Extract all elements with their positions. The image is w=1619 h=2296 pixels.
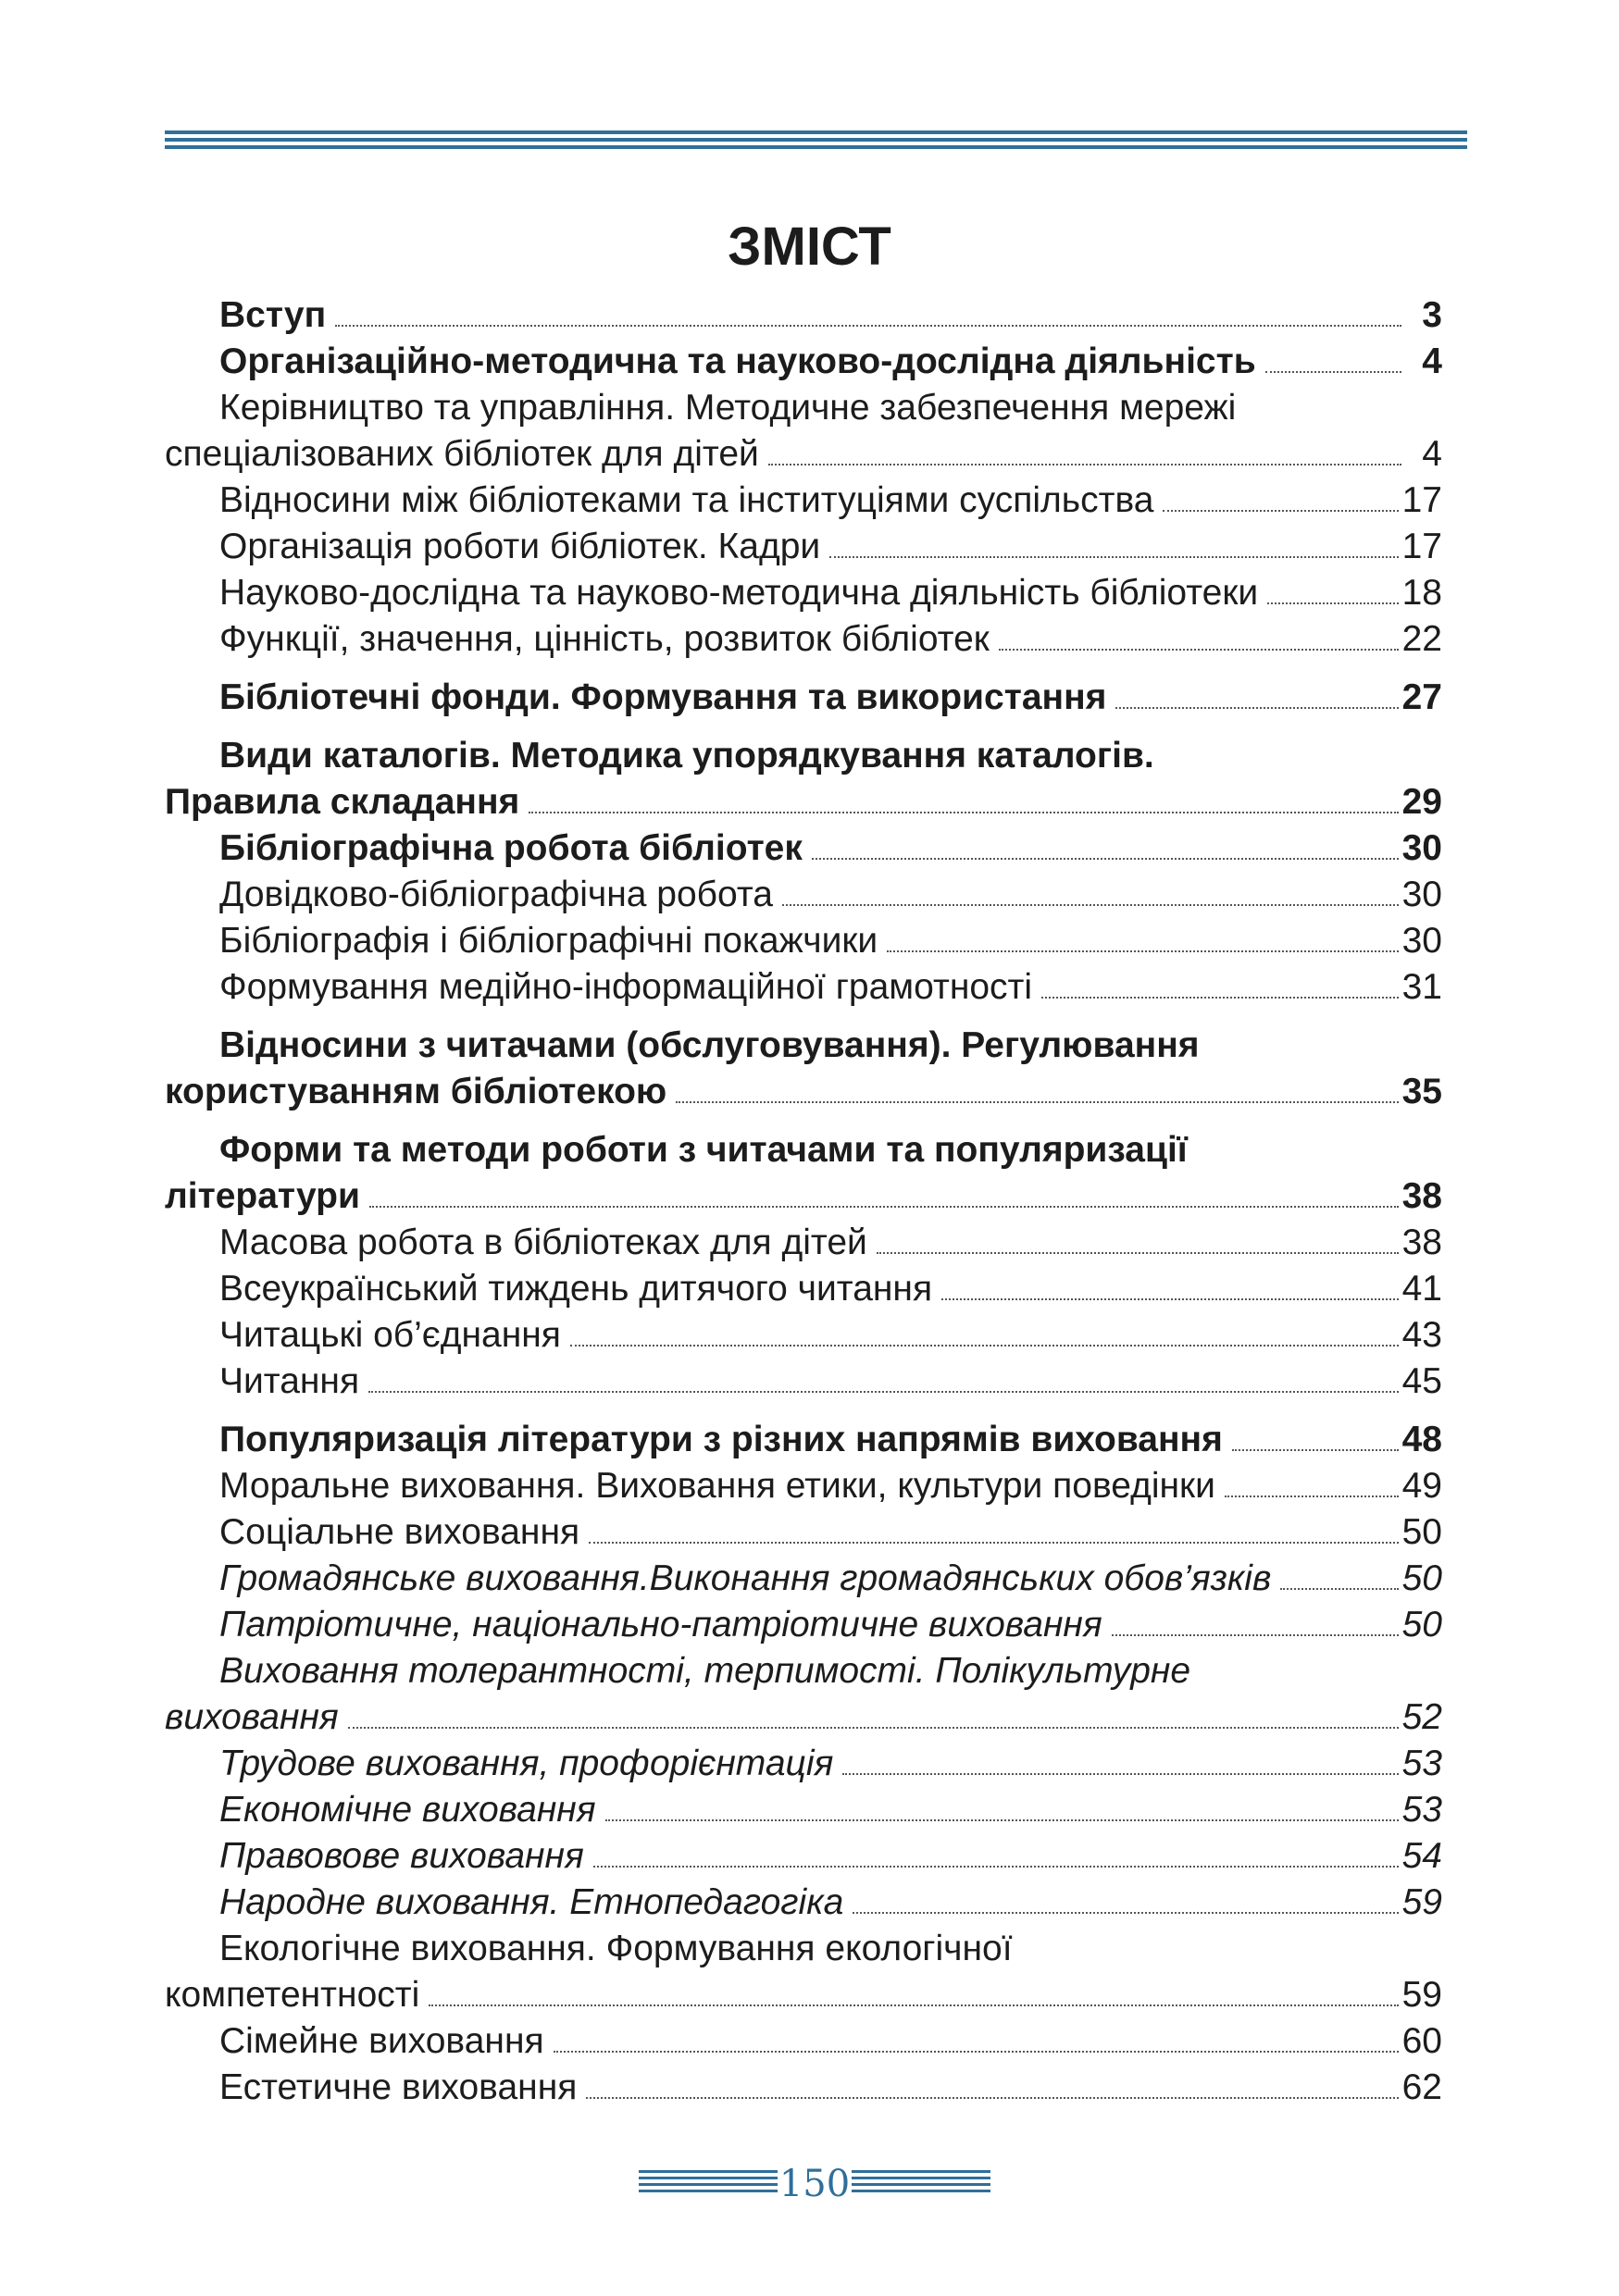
toc-entry: [165, 1266, 1442, 1312]
toc-entry-title: Вступ: [219, 295, 327, 335]
toc-entry-title: Популяризація літератури з різних напрямів виховання: [219, 1420, 1223, 1459]
toc-entry: [165, 1127, 1442, 1220]
toc-entry: [165, 1648, 1442, 1741]
toc-entry-title: Функції, значення, цінність, розвиток бібліотек: [219, 619, 990, 659]
dot-leader: [586, 2097, 1398, 2099]
dot-leader: [853, 1912, 1398, 1914]
page-number: 150: [778, 2163, 851, 2205]
toc-entry: [165, 1741, 1442, 1787]
dot-leader: [368, 1391, 1399, 1393]
toc-entry: [165, 570, 1442, 616]
toc-page-number: 62: [1401, 2067, 1442, 2107]
dot-leader: [554, 2051, 1399, 2053]
dot-leader: [1163, 510, 1398, 512]
toc-page-number: 35: [1401, 1072, 1442, 1111]
toc-entry-title: Громадянське виховання.Виконання громадянських обов’язків: [219, 1558, 1272, 1598]
dot-leader: [829, 556, 1398, 558]
toc-page-number: 50: [1401, 1512, 1442, 1552]
toc-entry: [165, 385, 1442, 478]
toc-entry-title: Сімейне виховання: [219, 2021, 544, 2061]
footer-rule-right: [852, 2170, 990, 2196]
toc-page-number: 59: [1401, 1882, 1442, 1922]
toc-page-number: 4: [1422, 434, 1442, 474]
toc-page-number: 50: [1401, 1558, 1442, 1598]
dot-leader: [812, 858, 1399, 860]
toc-entry-title: Організаційно-методична та науково-дослідна діяльність: [219, 341, 1256, 381]
toc-entry-title: Бібліографічна робота бібліотек: [219, 828, 803, 868]
dot-leader: [887, 950, 1398, 952]
dot-leader: [676, 1101, 1398, 1103]
toc-page-number: 53: [1401, 1790, 1442, 1830]
toc-entry-title: Патріотичне, національно-патріотичне виховання: [219, 1605, 1102, 1644]
dot-leader: [768, 464, 1401, 465]
dot-leader: [570, 1345, 1399, 1347]
dot-leader: [1041, 997, 1399, 999]
page-footer: [639, 2163, 990, 2205]
toc-entry: [165, 872, 1442, 918]
toc-entry-title: Читання: [219, 1361, 360, 1401]
dot-leader: [1115, 707, 1398, 709]
toc-entry: [165, 1602, 1442, 1648]
toc-entry: [165, 1312, 1442, 1359]
table-of-contents: [165, 292, 1442, 2111]
dot-leader: [877, 1252, 1399, 1254]
toc-entry-title: компетентності: [165, 1975, 420, 2015]
toc-page-number: 50: [1401, 1605, 1442, 1644]
toc-entry: [165, 616, 1442, 663]
toc-entry: [165, 675, 1442, 721]
header-rule: [165, 130, 1467, 153]
dot-leader: [999, 649, 1399, 651]
toc-entry-title: Довідково-бібліографічна робота: [219, 875, 773, 914]
page-title: ЗМІСТ: [728, 217, 891, 277]
toc-entry: [165, 1556, 1442, 1602]
toc-entry-title: Соціальне виховання: [219, 1512, 580, 1552]
toc-entry-title: Трудове виховання, профорієнтація: [219, 1744, 834, 1783]
toc-page-number: 30: [1401, 828, 1442, 868]
toc-entry: [165, 478, 1442, 524]
dot-leader: [589, 1542, 1399, 1544]
toc-entry-title: Економічне виховання: [219, 1790, 596, 1830]
toc-page-number: 22: [1401, 619, 1442, 659]
toc-page-number: 31: [1401, 967, 1442, 1007]
toc-page-number: 54: [1401, 1836, 1442, 1876]
toc-entry: [165, 1359, 1442, 1405]
dot-leader: [842, 1773, 1398, 1775]
toc-entry: [165, 1926, 1442, 2018]
dot-leader: [1112, 1634, 1399, 1636]
toc-entry: [165, 1417, 1442, 1463]
toc-entry-title: Відносини між бібліотеками та інституціями суспільства: [219, 480, 1154, 520]
toc-entry: [165, 964, 1442, 1011]
dot-leader: [593, 1866, 1399, 1868]
toc-entry: [165, 1220, 1442, 1266]
toc-entry-title: спеціалізованих бібліотек для дітей: [165, 434, 759, 474]
toc-entry: [165, 825, 1442, 872]
dot-leader: [335, 325, 1401, 327]
toc-page-number: 3: [1422, 295, 1442, 335]
toc-page-number: 41: [1401, 1269, 1442, 1309]
toc-page-number: 29: [1401, 782, 1442, 822]
toc-entry-title: користуванням бібліотекою: [165, 1072, 667, 1111]
toc-entry-title: Всеукраїнський тиждень дитячого читання: [219, 1269, 933, 1309]
toc-page-number: 38: [1401, 1176, 1442, 1216]
toc-entry-title: Формування медійно-інформаційної грамотності: [219, 967, 1033, 1007]
toc-entry: [165, 918, 1442, 964]
toc-entry-title: Бібліографія і бібліографічні покажчики: [219, 921, 878, 961]
dot-leader: [369, 1206, 1399, 1208]
footer-rule-left: [639, 2170, 778, 2196]
toc-entry: [165, 2065, 1442, 2111]
toc-entry-title: Народне виховання. Етнопедагогіка: [219, 1882, 844, 1922]
toc-page-number: 17: [1401, 480, 1442, 520]
dot-leader: [605, 1819, 1399, 1821]
toc-entry-title: Моральне виховання. Виховання етики, культури поведінки: [219, 1466, 1215, 1506]
dot-leader: [529, 812, 1398, 813]
dot-leader: [429, 2004, 1398, 2006]
toc-page-number: 49: [1401, 1466, 1442, 1506]
toc-entry: [165, 733, 1442, 825]
toc-entry-title: літератури: [165, 1176, 360, 1216]
toc-entry-title: Масова робота в бібліотеках для дітей: [219, 1222, 867, 1262]
toc-entry: [165, 339, 1442, 385]
toc-page-number: 59: [1401, 1975, 1442, 2015]
toc-page-number: 17: [1401, 527, 1442, 566]
toc-entry: [165, 1880, 1442, 1926]
dot-leader: [941, 1298, 1399, 1300]
toc-entry-title: Організація роботи бібліотек. Кадри: [219, 527, 821, 566]
toc-page-number: 60: [1401, 2021, 1442, 2061]
toc-page-number: 38: [1401, 1222, 1442, 1262]
toc-page-number: 43: [1401, 1315, 1442, 1355]
toc-entry: [165, 1509, 1442, 1556]
toc-page-number: 18: [1401, 573, 1442, 613]
toc-entry: [165, 1023, 1442, 1115]
toc-entry-title: Читацькі об’єднання: [219, 1315, 561, 1355]
toc-page-number: 45: [1401, 1361, 1442, 1401]
toc-page-number: 52: [1401, 1697, 1442, 1737]
toc-entry: [165, 2018, 1442, 2065]
dot-leader: [782, 904, 1399, 906]
toc-entry: [165, 1463, 1442, 1509]
toc-entry: [165, 524, 1442, 570]
toc-page-number: 4: [1422, 341, 1442, 381]
toc-entry-title: Науково-дослідна та науково-методична діяльність бібліотеки: [219, 573, 1259, 613]
toc-entry-title: Керівництво та управління. Методичне забезпечення мережі: [219, 388, 1237, 428]
dot-leader: [1267, 602, 1398, 604]
toc-entry: [165, 292, 1442, 339]
toc-entry-title: виховання: [165, 1697, 339, 1737]
toc-entry: [165, 1787, 1442, 1833]
dot-leader: [1225, 1496, 1399, 1497]
toc-entry-title: Естетичне виховання: [219, 2067, 578, 2107]
dot-leader: [1265, 371, 1401, 373]
dot-leader: [1232, 1449, 1399, 1451]
toc-page-number: 30: [1401, 921, 1442, 961]
toc-entry-title: Правила складання: [165, 782, 520, 822]
toc-entry-title: Виховання толерантності, терпимості. Полікультурне: [219, 1651, 1191, 1691]
dot-leader: [1280, 1588, 1398, 1590]
toc-page-number: 27: [1401, 677, 1442, 717]
toc-entry-title: Правовове виховання: [219, 1836, 584, 1876]
toc-page-number: 48: [1401, 1420, 1442, 1459]
toc-page-number: 53: [1401, 1744, 1442, 1783]
toc-page-number: 30: [1401, 875, 1442, 914]
toc-entry-title: Відносини з читачами (обслуговування). Регулювання: [219, 1025, 1200, 1065]
toc-entry-title: Екологічне виховання. Формування екологічної: [219, 1929, 1013, 1968]
toc-entry-title: Бібліотечні фонди. Формування та використання: [219, 677, 1107, 717]
toc-entry: [165, 1833, 1442, 1880]
toc-entry-title: Форми та методи роботи з читачами та популяризації: [219, 1130, 1188, 1170]
dot-leader: [348, 1727, 1399, 1729]
toc-entry-title: Види каталогів. Методика упорядкування каталогів.: [219, 736, 1154, 776]
